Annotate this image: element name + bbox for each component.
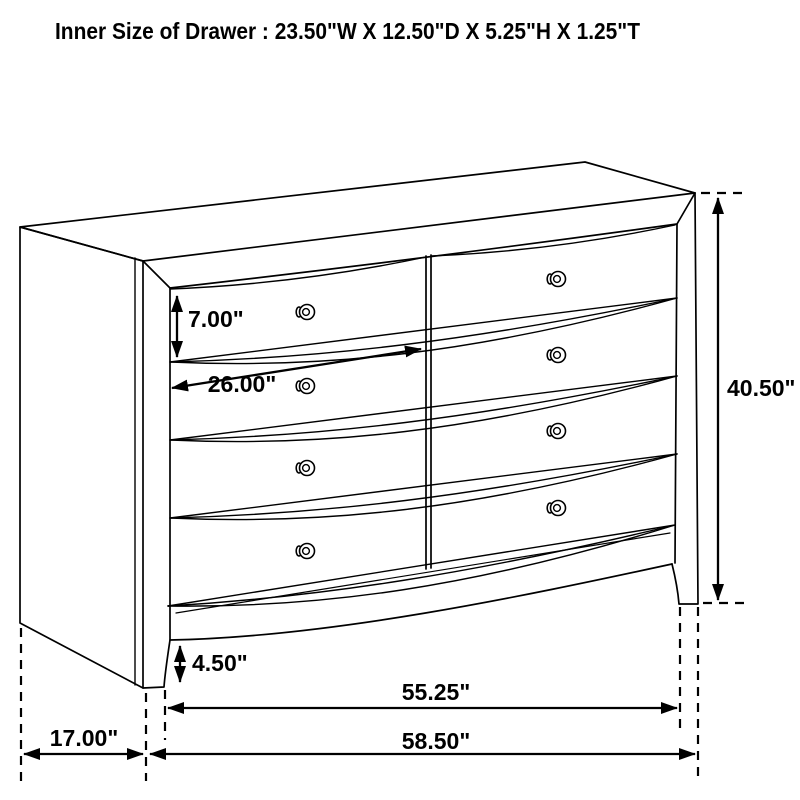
- dimension-overall-height: [701, 193, 795, 603]
- knob: [296, 305, 314, 320]
- drawer-separator-row1: [170, 298, 677, 364]
- dimension-depth: [21, 628, 143, 781]
- dimension-label-26-00: 26.00": [207, 371, 277, 397]
- dresser-drawing: [20, 162, 698, 688]
- knob: [296, 461, 314, 476]
- dresser-top-bevel: [143, 193, 695, 288]
- dimension-label-17-00: 17.00": [49, 725, 119, 751]
- drawer-separator-row4: [168, 525, 675, 606]
- left-stile-and-foot: [143, 288, 170, 688]
- right-stile-line: [675, 224, 677, 563]
- knob: [296, 544, 314, 559]
- knob: [547, 501, 565, 516]
- knob: [296, 379, 314, 394]
- knob: [547, 424, 565, 439]
- dimension-base-height: [180, 646, 248, 682]
- dimension-label-7-00: 7.00": [188, 306, 244, 332]
- dresser-left-side-panel: [20, 227, 143, 688]
- dresser-top-surface: [20, 162, 695, 261]
- knob: [547, 272, 565, 287]
- base-rail-top-edge: [176, 533, 670, 613]
- dimension-label-55-25: 55.25": [401, 679, 471, 705]
- dimension-label-4-50: 4.50": [192, 650, 248, 676]
- drawer-separator-row3: [170, 454, 677, 520]
- diagram-title: Inner Size of Drawer : 23.50"W X 12.50"D X 5.25"H X 1.25"T: [55, 18, 640, 44]
- knob: [547, 348, 565, 363]
- center-divider: [426, 255, 431, 569]
- dimension-label-58-50: 58.50": [401, 728, 471, 754]
- dimension-label-40-50: 40.50": [727, 375, 796, 401]
- dimension-drawer-front-height: [177, 296, 244, 357]
